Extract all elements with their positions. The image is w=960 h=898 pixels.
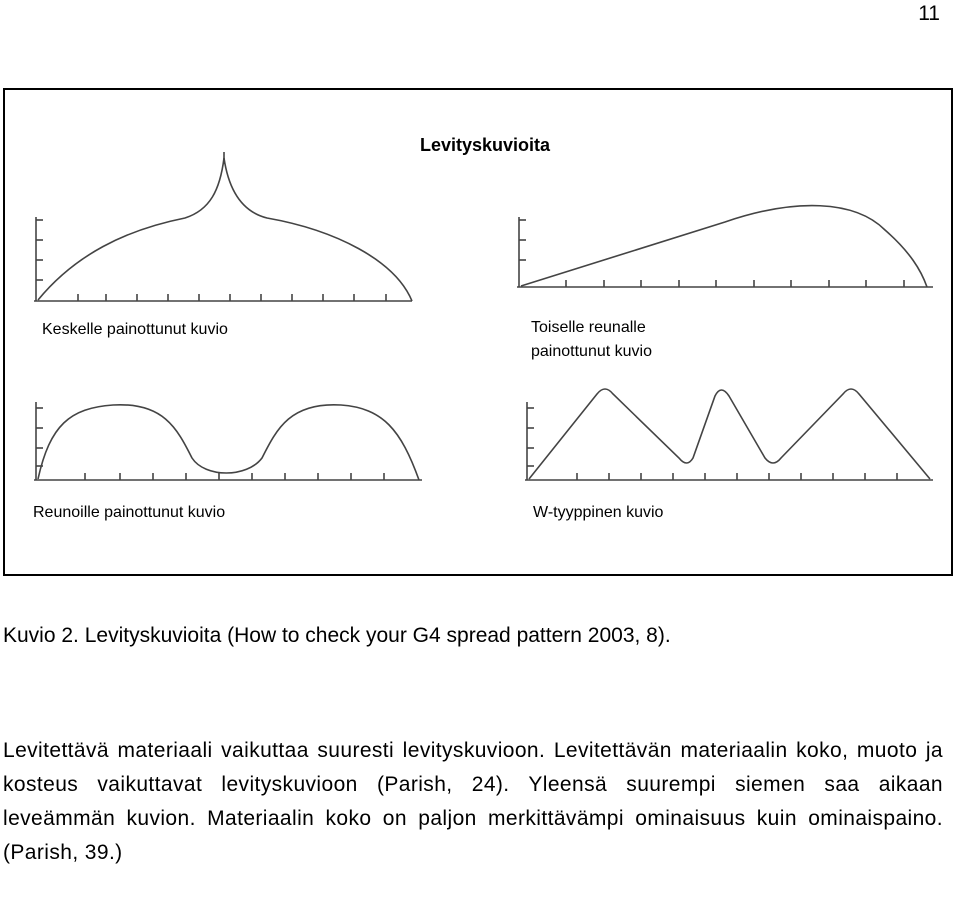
panel-w-type-diagram (525, 389, 933, 480)
body-paragraph: Levitettävä materiaali vaikuttaa suuresti levityskuvioon. Levitettävän materiaalin koko, muoto ja kosteus vaikuttavat levityskuvioon (Parish, 24). Yleensä suurempi siemen saa aikaan leveämmän kuvion. Materiaalin koko on paljon merkittävämpi ominaisuus kuin ominaispaino. (Parish, 39.) (3, 739, 943, 864)
figure (3, 88, 953, 576)
panel-one-edge-diagram (517, 206, 933, 287)
panel-label-one-edge-line-1: Toiselle reunalle (531, 319, 646, 336)
panel-label-edges: Reunoille painottunut kuvio (33, 504, 226, 521)
figure-title: Levityskuvioita (419, 135, 551, 155)
panel-label-w-type: W-tyyppinen kuvio (533, 504, 664, 521)
panel-label-one-edge-line-2: painottunut kuvio (531, 343, 652, 360)
panel-center-diagram (34, 152, 412, 301)
figure-caption: Kuvio 2. Levityskuvioita (How to check your G4 spread pattern 2003, 8). (3, 624, 671, 647)
panel-label-one-edge (531, 316, 652, 364)
page-number: 11 (918, 2, 940, 25)
panel-label-center: Keskelle painottunut kuvio (42, 321, 228, 338)
panel-edges-diagram (34, 402, 422, 480)
